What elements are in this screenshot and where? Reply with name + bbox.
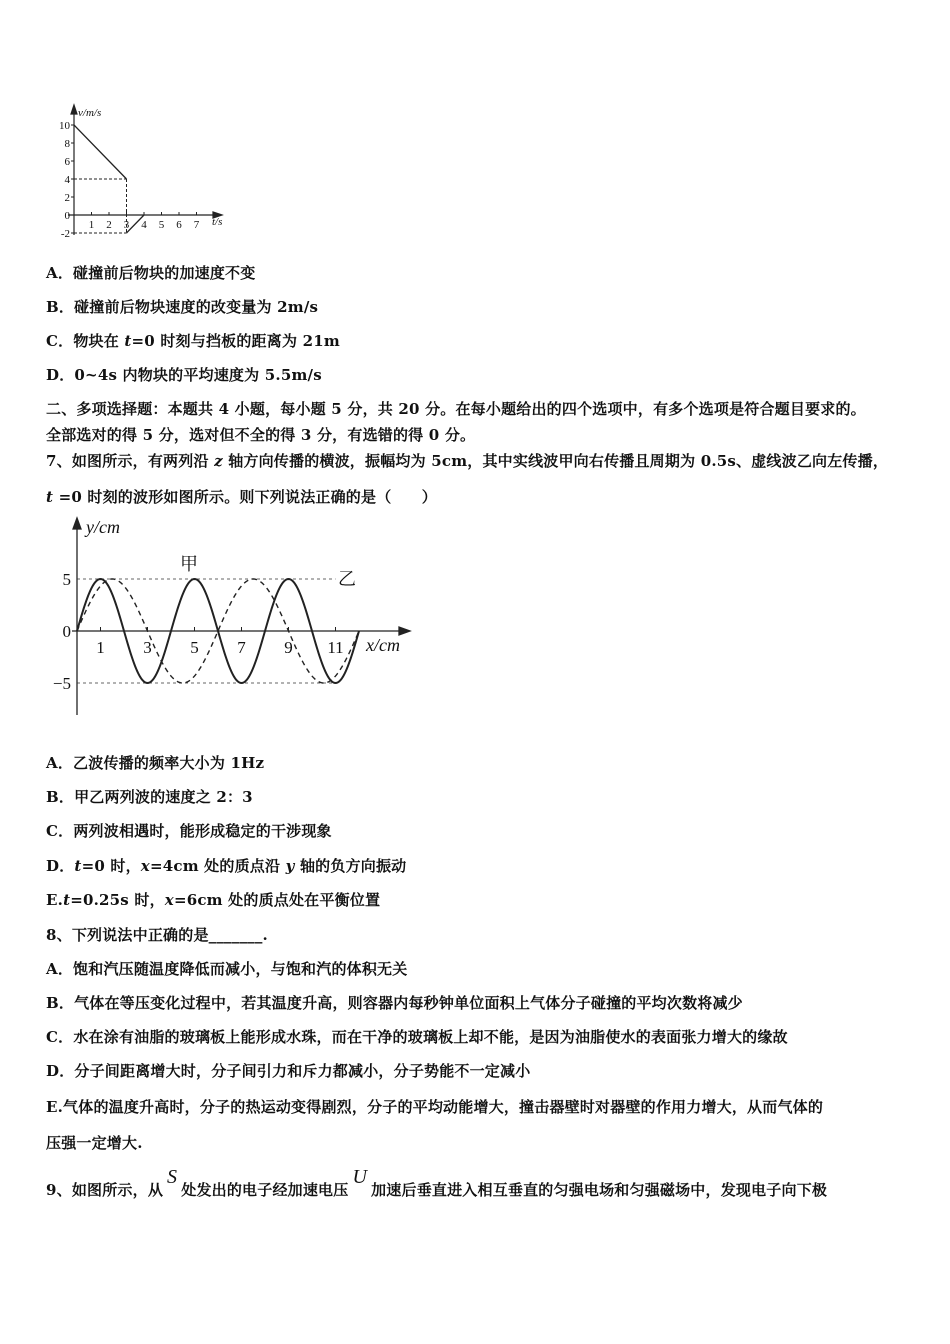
t-tick-label: 5 — [158, 219, 165, 231]
v-tick-label: 6 — [64, 156, 70, 168]
v-tick-label: 0 — [64, 210, 70, 222]
q7-option-e: E.t=0.25s 时，x=6cm 处的质点处在平衡位置 — [46, 891, 381, 909]
q9-stem: 9、如图所示，从S处发出的电子经加速电压U加速后垂直进入相互垂直的匀强电场和匀强磁场中，发现电子向下极 — [46, 1166, 828, 1199]
section2-heading-line1: 二、多项选择题：本题共 4 小题，每小题 5 分，共 20 分。在每小题给出的四个选项中，有多个选项是符合题目要求的。 — [46, 400, 866, 418]
v-t-axes — [68, 105, 222, 235]
t-tick-label: 7 — [193, 219, 200, 231]
v-tick-label: 10 — [59, 120, 70, 132]
y-tick-label: 5 — [62, 570, 71, 589]
v-axis-ticks — [59, 120, 74, 240]
v-axis-label: v/m/s — [78, 107, 102, 119]
q6-option-d: D．0~4s 内物块的平均速度为 5.5m/s — [46, 366, 322, 384]
wave-jia-label: 甲 — [180, 554, 198, 574]
q7-stem-line1: 7、如图所示，有两列沿 z 轴方向传播的横波，振幅均为 5cm，其中实线波甲向右传播且周期为 0.5s、虚线波乙向左传播， — [46, 452, 889, 470]
x-tick-label: 5 — [190, 638, 199, 657]
q8-option-e: E.气体的温度升高时，分子的热运动变得剧烈，分子的平均动能增大，撞击器壁时对器壁的作用力增大，从而气体的 — [46, 1098, 824, 1116]
q8-stem: 8、下列说法中正确的是_______. — [46, 926, 268, 944]
symbol-u: U — [352, 1166, 368, 1188]
symbol-s: S — [167, 1166, 178, 1188]
t-tick-label: 3 — [123, 219, 130, 231]
q7-option-d: D．t=0 时，x=4cm 处的质点沿 y 轴的负方向振动 — [46, 857, 407, 875]
velocity-time-graph — [46, 100, 236, 240]
t-tick-label: 2 — [106, 219, 112, 231]
wave-graph — [52, 515, 422, 720]
q8-option-d: D．分子间距离增大时，分子间引力和斥力都减小，分子势能不一定减小 — [46, 1062, 531, 1080]
t-tick-label: 6 — [176, 219, 182, 231]
q7-stem-line2: t =0 时刻的波形如图所示。则下列说法正确的是（ ） — [46, 488, 437, 506]
y-tick-label: −5 — [52, 674, 71, 693]
x-tick-label: 11 — [327, 638, 344, 657]
x-tick-label: 3 — [143, 638, 152, 657]
q7-option-a: A．乙波传播的频率大小为 1Hz — [46, 754, 265, 772]
x-axis-label: x/cm — [366, 635, 400, 655]
y-tick-label: 0 — [62, 622, 71, 641]
t-tick-label: 4 — [141, 219, 147, 231]
q8-option-c: C．水在涂有油脂的玻璃板上能形成水珠，而在干净的玻璃板上却不能，是因为油脂使水的表面张力增大的缘故 — [46, 1028, 788, 1046]
v-tick-label: 8 — [64, 138, 70, 150]
v-tick-label: 4 — [64, 174, 70, 186]
v-tick-label: -2 — [60, 228, 70, 240]
q6-option-a: A．碰撞前后物块的加速度不变 — [46, 264, 256, 282]
velocity-line — [74, 125, 127, 179]
t-tick-label: 1 — [88, 219, 95, 231]
v-t-lines — [74, 125, 144, 233]
t-axis-label: t/s — [212, 216, 223, 228]
q8-option-b: B．气体在等压变化过程中，若其温度升高，则容器内每秒钟单位面积上气体分子碰撞的平均次数将减少 — [46, 994, 743, 1012]
x-tick-label: 1 — [96, 638, 105, 657]
q7-option-c: C．两列波相遇时，能形成稳定的干涉现象 — [46, 822, 332, 840]
y-axis-label: y/cm — [86, 517, 120, 537]
q6-option-b: B．碰撞前后物块速度的改变量为 2m/s — [46, 298, 319, 316]
v-tick-label: 2 — [64, 192, 70, 204]
q7-option-b: B．甲乙两列波的速度之 2：3 — [46, 788, 253, 806]
section2-heading-line2: 全部选对的得 5 分，选对但不全的得 3 分，有选错的得 0 分。 — [46, 426, 476, 444]
x-tick-label: 7 — [237, 638, 246, 657]
x-tick-label: 9 — [284, 638, 293, 657]
wave-axes — [72, 518, 410, 715]
wave-yi-label: 乙 — [338, 569, 356, 589]
q8-option-a: A．饱和汽压随温度降低而减小，与饱和汽的体积无关 — [46, 960, 408, 978]
q6-option-c: C．物块在 t=0 时刻与挡板的距离为 21m — [46, 332, 340, 350]
q8-option-e-cont: 压强一定增大. — [46, 1134, 143, 1152]
